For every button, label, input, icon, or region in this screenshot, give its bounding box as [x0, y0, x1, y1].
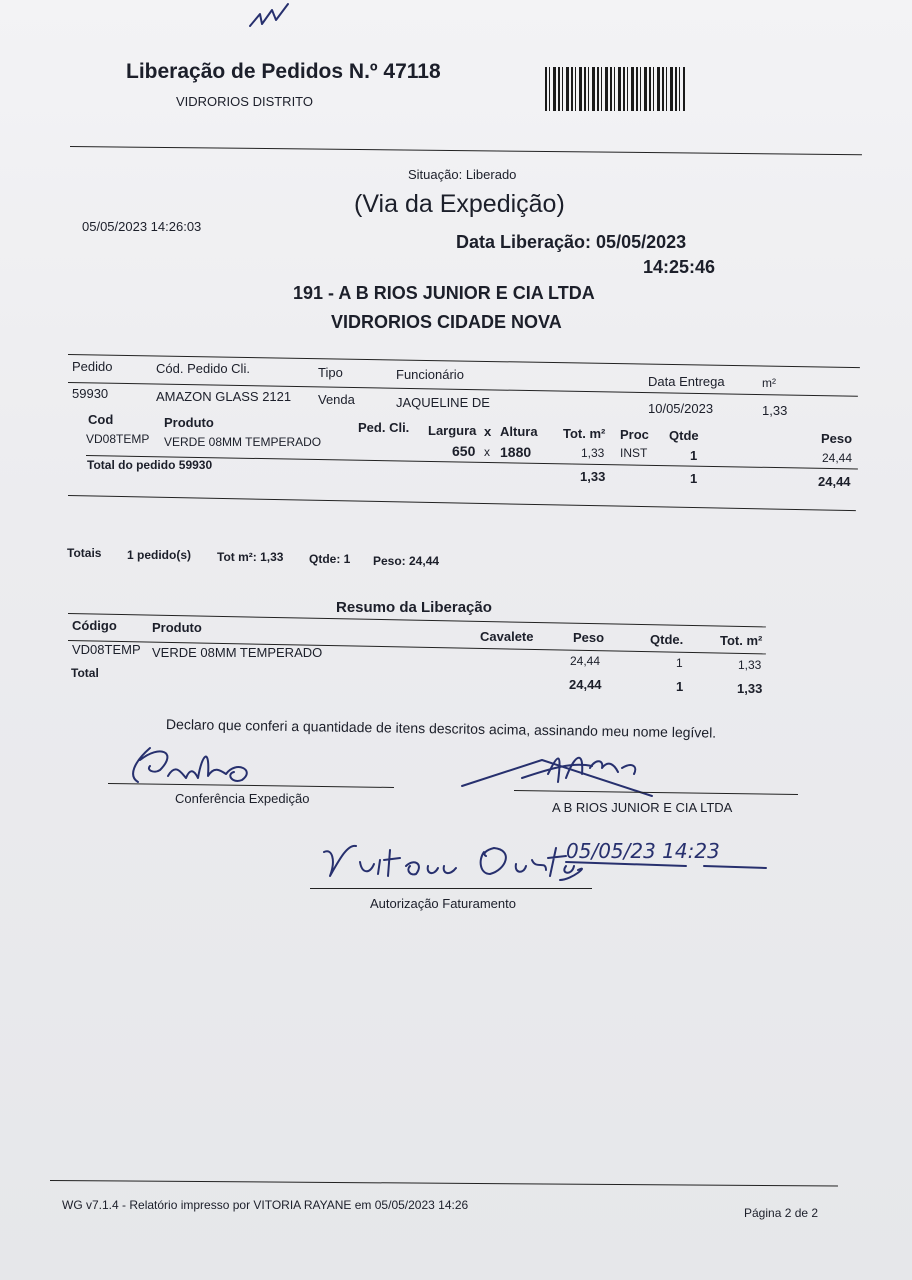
col-header-cod-pedido-cli: Cód. Pedido Cli.: [156, 361, 250, 376]
order-m2: 1,33: [762, 403, 788, 418]
order-number: 59930: [72, 386, 109, 401]
summary-header-codigo: Código: [72, 618, 117, 633]
summary-code: VD08TEMP: [72, 642, 141, 657]
conferencia-signature: [120, 740, 280, 795]
summary-total-m2: 1,33: [737, 681, 763, 696]
item-weight: 24,44: [822, 451, 853, 465]
declaration-text: Declaro que conferi a quantidade de itens descritos acima, assinando meu nome legível.: [165, 716, 717, 741]
summary-title: Resumo da Liberação: [336, 599, 492, 616]
summary-total-weight: 24,44: [569, 677, 602, 692]
totals-m2: Tot m²: 1,33: [217, 550, 284, 564]
client-label: A B RIOS JUNIOR E CIA LTDA: [552, 800, 733, 815]
release-date: Data Liberação: 05/05/2023: [456, 232, 687, 252]
release-time: 14:25:46: [643, 257, 716, 277]
item-product: VERDE 08MM TEMPERADO: [164, 435, 322, 449]
summary-product: VERDE 08MM TEMPERADO: [152, 645, 323, 660]
divider: [70, 146, 862, 155]
client-name: 191 - A B RIOS JUNIOR E CIA LTDA: [293, 283, 595, 303]
footer-printed-by: WG v7.1.4 - Relatório impresso por VITORIA RAYANE em 05/05/2023 14:26: [62, 1198, 469, 1212]
summary-total-qty: 1: [676, 679, 684, 694]
employee: JAQUELINE DE: [396, 395, 490, 410]
item-header-produto: Produto: [164, 415, 214, 430]
item-header-altura: Altura: [500, 424, 538, 439]
autorizacao-label: Autorização Faturamento: [370, 896, 516, 911]
item-code: VD08TEMP: [86, 432, 150, 446]
order-type: Venda: [318, 392, 355, 407]
item-proc: INST: [620, 446, 648, 460]
footer-page-number: Página 2 de 2: [744, 1206, 819, 1220]
barcode: [545, 67, 685, 111]
summary-header-produto: Produto: [152, 620, 202, 635]
order-total-weight: 24,44: [818, 474, 851, 489]
signature-line: [310, 888, 592, 889]
item-header-peso: Peso: [821, 431, 853, 446]
client-order-code: AMAZON GLASS 2121: [156, 389, 292, 404]
item-height: 1880: [500, 444, 532, 460]
item-x: x: [484, 445, 490, 459]
summary-total-label: Total: [71, 666, 99, 680]
item-header-proc: Proc: [620, 427, 649, 442]
delivery-date: 10/05/2023: [648, 401, 714, 416]
conferencia-label: Conferência Expedição: [175, 791, 310, 806]
company-subtitle: VIDRORIOS DISTRITO: [176, 94, 313, 109]
order-total-qty: 1: [690, 471, 698, 486]
autorizacao-datetime-text: 05/05/23 14:23: [566, 839, 720, 863]
summary-header-qtde: Qtde.: [650, 632, 684, 647]
totals-orders: 1 pedido(s): [127, 548, 192, 562]
item-header-qtde: Qtde: [669, 428, 699, 443]
summary-header-tot-m2: Tot. m²: [720, 633, 763, 648]
totals-qty: Qtde: 1: [309, 552, 351, 566]
summary-weight: 24,44: [570, 654, 601, 668]
item-header-cod: Cod: [88, 412, 114, 427]
printed-datetime: 05/05/2023 14:26:03: [82, 219, 202, 234]
item-header-tot-m2: Tot. m²: [563, 426, 606, 441]
page-title: Liberação de Pedidos N.º 47118: [126, 60, 441, 83]
item-qty: 1: [690, 448, 698, 463]
status-text: Situação: Liberado: [408, 167, 517, 182]
item-width: 650: [452, 443, 476, 459]
client-signature: [462, 738, 662, 803]
divider: [68, 495, 856, 511]
site-name: VIDRORIOS CIDADE NOVA: [331, 312, 562, 332]
item-header-ped-cli: Ped. Cli.: [358, 420, 410, 435]
col-header-tipo: Tipo: [318, 365, 343, 380]
item-header-x: x: [484, 424, 492, 439]
item-tot-m2: 1,33: [581, 446, 605, 460]
order-total-m2: 1,33: [580, 469, 606, 484]
item-header-largura: Largura: [428, 423, 477, 438]
footer-divider: [50, 1180, 838, 1187]
copy-type: (Via da Expedição): [354, 190, 565, 218]
order-total-label: Total do pedido 59930: [87, 458, 213, 472]
col-header-pedido: Pedido: [72, 359, 113, 374]
col-header-data-entrega: Data Entrega: [648, 374, 725, 389]
summary-qty: 1: [676, 656, 683, 670]
autorizacao-signature: [310, 830, 590, 895]
col-header-m2: m²: [762, 376, 776, 390]
summary-m2: 1,33: [738, 658, 762, 672]
col-header-funcionario: Funcionário: [396, 367, 464, 382]
ink-mark: [246, 2, 296, 37]
totals-weight: Peso: 24,44: [373, 554, 440, 568]
autorizacao-datetime: [566, 838, 776, 883]
totals-label: Totais: [67, 546, 102, 560]
summary-header-peso: Peso: [573, 630, 605, 645]
summary-header-cavalete: Cavalete: [480, 629, 534, 644]
